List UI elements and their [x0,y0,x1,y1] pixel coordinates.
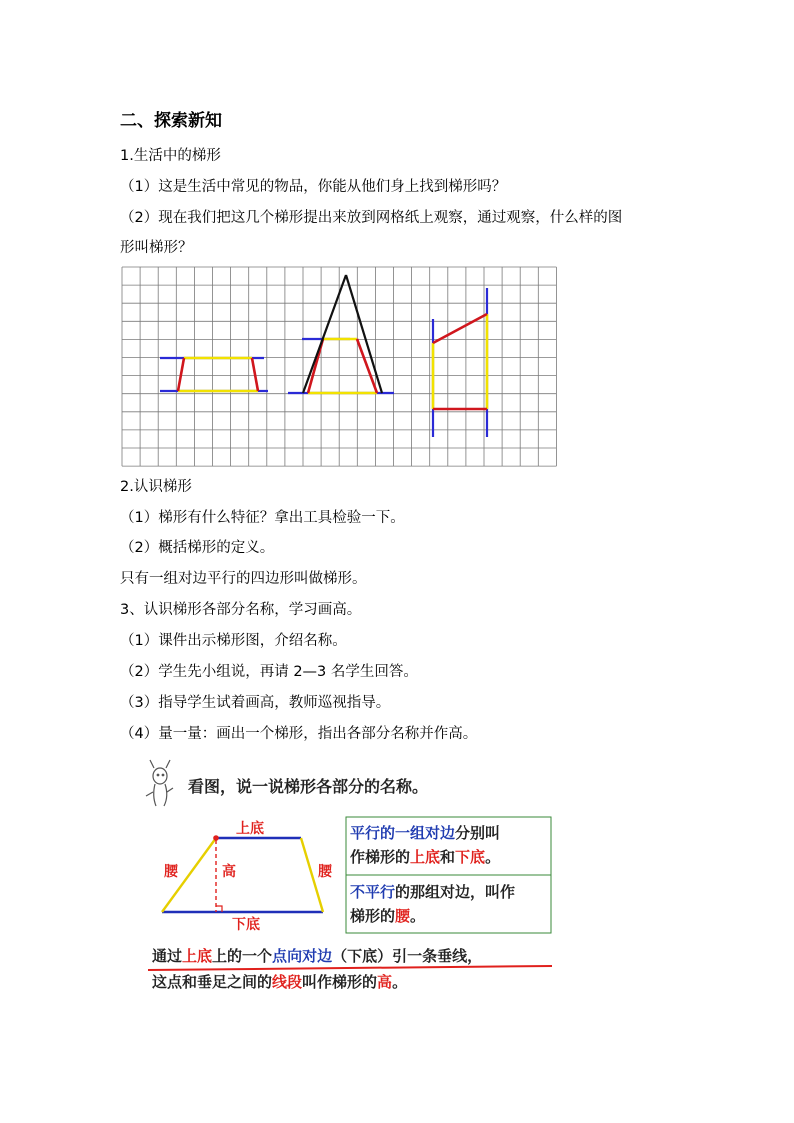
part2-title: 2.认识梯形 [120,479,192,495]
bottom-text-f: 。 [392,973,408,991]
box1-text-a: 分别叫 [455,824,501,842]
box1-text-d: 。 [485,848,501,866]
box1-parallel: 平行的一组对边 [350,824,456,842]
box1-text [350,821,500,869]
box1-bottom-base: 下底 [455,848,486,866]
part3-step-4: （4）量一量：画出一个梯形，指出各部分名称并作高。 [120,726,478,742]
part1-question-2-line1: （2）现在我们把这几个梯形提出来放到网格纸上观察，通过观察，什么样的图 [120,210,623,226]
box2-text-b: 梯形的 [350,907,396,925]
part1-question-1: （1）这是生活中常见的物品，你能从他们身上找到梯形吗？ [120,179,507,195]
top-point [213,835,219,841]
section-title: 二、探索新知 [120,111,222,131]
bottom-segment: 线段 [272,973,303,991]
label-bottom-base: 下底 [232,917,260,933]
trapezoid-leg-slanted [433,314,487,343]
grid-paper-figure [118,265,564,467]
trapezoid-definition: 只有一组对边平行的四边形叫做梯形。 [120,571,367,587]
label-height: 高 [222,864,236,880]
height-definition [152,943,482,995]
part3-step-1: （1）课件出示梯形图，介绍名称。 [120,633,347,649]
bottom-opposite-side: 向对边 [287,947,333,965]
bottom-text-c: （下底）引一条垂线， [332,947,483,965]
bottom-top-base: 上底 [182,947,213,965]
bottom-text-a: 通过 [152,947,183,965]
labeled-trapezoid [162,835,323,912]
trapezoid-right [433,288,487,437]
part2-question-1: （1）梯形有什么特征？拿出工具检验一下。 [120,510,405,526]
label-leg-right: 腰 [318,864,332,880]
part3-title: 3、认识梯形各部分名称，学习画高。 [120,602,362,618]
box1-top-base: 上底 [410,848,441,866]
box2-text-a: 的那组对边，叫作 [395,883,516,901]
box1-text-b: 作梯形的 [350,848,411,866]
box2-not-parallel: 不平行 [350,883,396,901]
label-leg-left: 腰 [164,864,178,880]
trapezoid-parts-figure [140,756,570,1006]
part3-step-2: （2）学生先小组说，再请 2—3 名学生回答。 [120,664,418,680]
box2-text [350,880,515,928]
box1-text-c: 和 [440,848,456,866]
bottom-height: 高 [377,973,393,991]
trapezoid-leg-right [252,358,258,391]
bottom-point: 点 [272,947,288,965]
trapezoid-leg-left [178,358,184,391]
part3-step-3: （3）指导学生试着画高，教师巡视指导。 [120,695,391,711]
bottom-text-d: 这点和垂足之间的 [152,973,273,991]
mascot-icon [146,760,173,806]
box2-text-c: 。 [410,907,426,925]
bottom-text-e: 叫作梯形的 [302,973,378,991]
part1-title: 1.生活中的梯形 [120,148,221,164]
part1-question-2-line2: 形叫梯形？ [120,240,193,256]
box2-leg: 腰 [395,907,411,925]
part2-question-2: （2）概括梯形的定义。 [120,540,275,556]
label-top-base: 上底 [236,821,264,837]
bottom-text-b: 上的一个 [212,947,273,965]
figure-title: 看图，说一说梯形各部分的名称。 [188,777,429,796]
